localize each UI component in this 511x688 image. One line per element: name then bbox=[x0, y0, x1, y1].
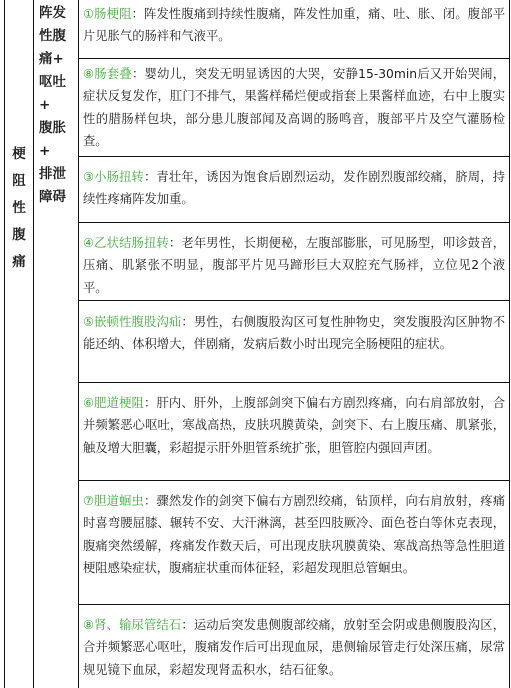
symptom-line: 阵发 bbox=[39, 5, 66, 21]
entry-intussusception bbox=[83, 63, 505, 153]
entry-title: ⑧肠套叠 bbox=[83, 67, 132, 81]
entry-title: ⑦胆道蛔虫 bbox=[83, 494, 144, 508]
entry-title: ⑤嵌顿性腹股沟疝 bbox=[83, 315, 182, 329]
column-divider bbox=[33, 0, 34, 688]
category-char: 腹 bbox=[12, 227, 26, 243]
column-divider bbox=[78, 0, 79, 688]
row-divider bbox=[78, 300, 509, 301]
entry-incarcerated-hernia bbox=[83, 311, 505, 356]
entry-title: ③小肠扭转 bbox=[83, 170, 144, 184]
entry-text: ：男性，右侧腹股沟区可复性肿物史，突发腹股沟区肿物不能还纳、体积增大，伴剧痛，发病后数小时出现完全肠梗阻的症状。 bbox=[83, 315, 505, 352]
entry-intestinal-obstruction bbox=[83, 3, 505, 48]
category-char: 梗 bbox=[12, 146, 26, 162]
category-char: 阻 bbox=[12, 173, 26, 189]
entry-sigmoid-volvulus bbox=[83, 232, 505, 299]
table-border-right bbox=[509, 0, 510, 688]
category-label bbox=[5, 141, 33, 276]
entry-biliary-obstruction bbox=[83, 392, 505, 459]
symptom-line: 性腹 bbox=[39, 28, 66, 44]
symptom-label bbox=[39, 2, 77, 209]
entry-text: ：婴幼儿，突发无明显诱因的大哭，安静15-30min后又开始哭闹，症状反复发作，肛门不排气，果酱样稀烂便或指套上果酱样血迹，右中上腹实性的腊肠样包块，部分患儿腹部闻及高调的肠鸣音，腹部平片及空气灌肠检查。 bbox=[83, 67, 505, 149]
symptom-line: + bbox=[39, 143, 51, 159]
entry-title: ⑧肾、输尿管结石 bbox=[83, 618, 182, 632]
entry-title: ①肠梗阻 bbox=[83, 7, 132, 21]
entry-text: ：骤然发作的剑突下偏右方剧烈绞痛，钻顶样，向右肩放射，疼痛时喜弯腰屈膝、辗转不安、大汗淋漓，甚至四肢厥冷、面色苍白等休克表现，腹痛突然缓解，疼痛发作数天后，可出现皮肤巩膜黄染、寒战高热等急性胆道梗阻感染症状，腹痛症状重而体征轻，彩超发现胆总管蛔虫。 bbox=[83, 494, 505, 576]
entry-small-bowel-volvulus bbox=[83, 166, 505, 211]
row-divider bbox=[78, 480, 509, 481]
row-divider bbox=[78, 382, 509, 383]
symptom-line: 腹胀 bbox=[39, 120, 66, 136]
entry-text: ：肝内、肝外，上腹部剑突下偏右方剧烈疼痛，向右肩部放射，合并频繁恶心呕吐，寒战高热，皮肤巩膜黄染，剑突下、右上腹压痛、肌紧张，触及增大胆囊，彩超提示肝外胆管系统扩张，胆管腔内强回声团。 bbox=[83, 396, 505, 455]
symptom-line: 障碍 bbox=[39, 189, 66, 205]
entry-text: ：阵发性腹痛到持续性腹痛，阵发性加重，痛、吐、胀、闭。腹部平片见胀气的肠袢和气液平。 bbox=[83, 7, 505, 44]
entry-text: ：老年男性，长期便秘，左腹部膨胀，可见肠型，叩诊鼓音，压痛、肌紧张不明显，腹部平片见马蹄形巨大双腔充气肠袢，立位见2个液平。 bbox=[83, 236, 505, 295]
row-divider bbox=[78, 604, 509, 605]
row-divider bbox=[78, 58, 509, 59]
entry-text: ：青壮年，诱因为饱食后剧烈运动，发作剧烈腹部绞痛，脐周，持续性疼痛阵发加重。 bbox=[83, 170, 505, 207]
category-char: 性 bbox=[12, 200, 26, 216]
entry-urinary-stone bbox=[83, 614, 505, 681]
row-divider bbox=[78, 222, 509, 223]
symptom-line: 呕吐 bbox=[39, 74, 66, 90]
symptom-line: + bbox=[39, 97, 51, 113]
row-divider bbox=[78, 156, 509, 157]
symptom-line: 排泄 bbox=[39, 166, 66, 182]
entry-title: ④乙状结肠扭转 bbox=[83, 236, 169, 250]
table-border-left bbox=[4, 0, 5, 688]
entry-text: ：运动后突发患侧腹部绞痛，放射至会阴或患侧腹股沟区，合并频繁恶心呕吐，腹痛发作后可出现血尿，患侧输尿管走行处深压痛，尿常规见镜下血尿，彩超发现肾盂积水，结石征象。 bbox=[83, 618, 505, 677]
entry-biliary-ascariasis bbox=[83, 490, 505, 580]
entry-title: ⑥肥道梗阻 bbox=[83, 396, 144, 410]
category-char: 痛 bbox=[12, 254, 26, 270]
symptom-line: 痛+ bbox=[39, 51, 64, 67]
